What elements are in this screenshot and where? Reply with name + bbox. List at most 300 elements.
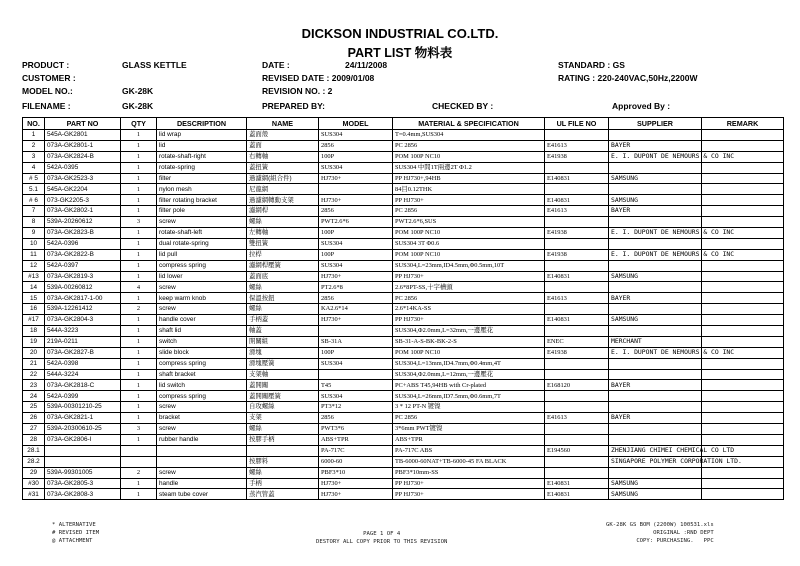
table-row — [23, 478, 784, 489]
cell-model: HJ730+ — [319, 489, 393, 500]
cell-no: # 5 — [23, 173, 45, 184]
table-row — [23, 151, 784, 162]
cell-ul-file-no — [545, 184, 609, 195]
cell-supplier — [609, 162, 702, 173]
cell-name: 蓋面 — [247, 140, 319, 151]
cell-part-no: 073A-GK2818-C — [45, 380, 121, 391]
cell-model: KA2.6*14 — [319, 304, 393, 315]
cell-model — [319, 326, 393, 337]
cell-ul-file-no: E41613 — [545, 140, 609, 151]
column-header-name: NAME — [247, 118, 319, 130]
cell-ul-file-no — [545, 162, 609, 173]
cell-qty: 1 — [121, 271, 157, 282]
cell-part-no: 544A-3224 — [45, 369, 121, 380]
cell-name: 右轉軸 — [247, 151, 319, 162]
cell-no: 21 — [23, 358, 45, 369]
cell-material: PP HJ730+ — [393, 478, 545, 489]
table-row — [23, 217, 784, 228]
cell-no: 9 — [23, 228, 45, 239]
cell-remark — [702, 336, 784, 347]
cell-part-no: 073A-GK2827-B — [45, 347, 121, 358]
cell-ul-file-no: E140831 — [545, 173, 609, 184]
cell-supplier — [609, 217, 702, 228]
cell-ul-file-no — [545, 456, 609, 467]
table-row — [23, 369, 784, 380]
cell-name: 濾網桿壓簧 — [247, 260, 319, 271]
cell-description: steam tube cover — [157, 489, 247, 500]
cell-part-no: 073A-GK2808-3 — [45, 489, 121, 500]
cell-material: SUS304,L=23mm,ID4.5mm,Φ0.5mm,10T — [393, 260, 545, 271]
checked-by: CHECKED BY : — [432, 101, 494, 111]
cell-name: 保溫按鈕 — [247, 293, 319, 304]
cell-part-no: 073A-GK2817-1-00 — [45, 293, 121, 304]
cell-no: 29 — [23, 467, 45, 478]
cell-name — [247, 445, 319, 456]
cell-qty: 1 — [121, 130, 157, 141]
cell-ul-file-no: E140831 — [545, 489, 609, 500]
cell-no: 8 — [23, 217, 45, 228]
cell-model: 6000-60 — [319, 456, 393, 467]
cell-description: lid wrap — [157, 130, 247, 141]
cell-description — [157, 456, 247, 467]
cell-model: 100P — [319, 151, 393, 162]
cell-part-no: 073-GK2205-3 — [45, 195, 121, 206]
cell-supplier — [609, 260, 702, 271]
cell-remark — [702, 293, 784, 304]
cell-description: filter rotating bracket — [157, 195, 247, 206]
cell-supplier: BAYER — [609, 140, 702, 151]
cell-qty: 3 — [121, 424, 157, 435]
cell-no: 24 — [23, 391, 45, 402]
cell-description: handle — [157, 478, 247, 489]
cell-material: SUS304 3T Φ0.6 — [393, 238, 545, 249]
cell-name: 拉桿 — [247, 249, 319, 260]
table-row — [23, 413, 784, 424]
cell-no: 14 — [23, 282, 45, 293]
cell-part-no: 544A-3223 — [45, 326, 121, 337]
cell-no: 3 — [23, 151, 45, 162]
cell-part-no: 073A-GK2805-3 — [45, 478, 121, 489]
cell-part-no: 539A-99301005 — [45, 467, 121, 478]
cell-ul-file-no: E41613 — [545, 206, 609, 217]
cell-name: 蓋面殼 — [247, 130, 319, 141]
cell-part-no: 539A-20300610-25 — [45, 424, 121, 435]
cell-ul-file-no: E194560 — [545, 445, 609, 456]
cell-description: nylon mesh — [157, 184, 247, 195]
cell-description: keep warm knob — [157, 293, 247, 304]
cell-remark — [702, 206, 784, 217]
cell-qty: 3 — [121, 217, 157, 228]
cell-supplier: E. I. DUPONT DE NEMOURS & CO INC — [609, 347, 702, 358]
table-row — [23, 380, 784, 391]
cell-no: 20 — [23, 347, 45, 358]
column-header-remark: REMARK — [702, 118, 784, 130]
cell-part-no: 073A-GK2821-1 — [45, 413, 121, 424]
cell-qty: 1 — [121, 489, 157, 500]
table-row — [23, 489, 784, 500]
cell-qty: 1 — [121, 369, 157, 380]
cell-description: screw — [157, 424, 247, 435]
cell-supplier — [609, 424, 702, 435]
cell-ul-file-no — [545, 467, 609, 478]
table-row — [23, 173, 784, 184]
cell-remark — [702, 315, 784, 326]
cell-supplier: SAMSUNG — [609, 173, 702, 184]
cell-part-no: 073A-GK2801-1 — [45, 140, 121, 151]
cell-no: 5.1 — [23, 184, 45, 195]
cell-material: PP HJ730+,94HB — [393, 173, 545, 184]
cell-name: 螺絲 — [247, 304, 319, 315]
cell-model: SUS304 — [319, 391, 393, 402]
cell-material: TB-6000-60NAT+TB-6000-45 FA BLACK — [393, 456, 545, 467]
cell-qty: 1 — [121, 413, 157, 424]
cell-part-no: 542A-0399 — [45, 391, 121, 402]
cell-no: 1 — [23, 130, 45, 141]
cell-model: SUS304 — [319, 238, 393, 249]
cell-qty: 1 — [121, 347, 157, 358]
cell-name: 螺絲 — [247, 282, 319, 293]
table-row — [23, 271, 784, 282]
cell-model: 2856 — [319, 206, 393, 217]
cell-ul-file-no: E140831 — [545, 271, 609, 282]
cell-material: PC+ABS T45,94HB with Cr-plated — [393, 380, 545, 391]
cell-ul-file-no: E168120 — [545, 380, 609, 391]
cell-supplier — [609, 282, 702, 293]
cell-remark — [702, 489, 784, 500]
cell-description: lid — [157, 140, 247, 151]
cell-qty — [121, 456, 157, 467]
cell-name: 雙扭簧 — [247, 238, 319, 249]
cell-model — [319, 184, 393, 195]
table-row — [23, 336, 784, 347]
product-label: PRODUCT : — [22, 60, 70, 70]
cell-remark — [702, 195, 784, 206]
cell-no: #30 — [23, 478, 45, 489]
cell-remark — [702, 282, 784, 293]
cell-ul-file-no — [545, 424, 609, 435]
cell-supplier — [609, 358, 702, 369]
footer-page-info: PAGE 1 OF 4 DESTORY ALL COPY PRIOR TO THIS REVISION — [316, 531, 448, 545]
table-row — [23, 445, 784, 456]
cell-name: 支架 — [247, 413, 319, 424]
cell-description: lid lower — [157, 271, 247, 282]
cell-description: rotate-spring — [157, 162, 247, 173]
cell-no: 2 — [23, 140, 45, 151]
column-header-qty: QTY — [121, 118, 157, 130]
cell-model: HJ730+ — [319, 195, 393, 206]
cell-ul-file-no: E41938 — [545, 249, 609, 260]
model-label: MODEL NO.: — [22, 86, 73, 96]
cell-part-no: 073A-GK2824-B — [45, 151, 121, 162]
cell-qty: 1 — [121, 173, 157, 184]
cell-description: shaft lid — [157, 326, 247, 337]
cell-ul-file-no: E140831 — [545, 478, 609, 489]
cell-name: 蓋扭簧 — [247, 162, 319, 173]
cell-remark — [702, 217, 784, 228]
cell-ul-file-no — [545, 217, 609, 228]
cell-qty: 1 — [121, 402, 157, 413]
cell-material: SUS304,Φ2.0mm,L=12mm,一邊壓花 — [393, 369, 545, 380]
cell-remark — [702, 184, 784, 195]
cell-material: POM 100P NC10 — [393, 228, 545, 239]
cell-part-no — [45, 456, 121, 467]
cell-supplier — [609, 402, 702, 413]
cell-material: ABS+TPR — [393, 434, 545, 445]
cell-no: #17 — [23, 315, 45, 326]
table-row — [23, 282, 784, 293]
table-header-row — [23, 118, 784, 130]
cell-ul-file-no — [545, 326, 609, 337]
cell-qty: 1 — [121, 162, 157, 173]
cell-name: 左轉軸 — [247, 228, 319, 239]
cell-name: 開關組 — [247, 336, 319, 347]
cell-part-no: 073A-GK2806-I — [45, 434, 121, 445]
table-row — [23, 391, 784, 402]
cell-no: 15 — [23, 293, 45, 304]
cell-part-no: 539A-20260612 — [45, 217, 121, 228]
footer-file-info: GK-28K GS BOM (2200W) 100531.xls ORIGINAL :RND DEPT COPY: PURCHASING. PPC — [606, 522, 714, 544]
cell-qty: 1 — [121, 391, 157, 402]
cell-part-no: 073A-GK2819-3 — [45, 271, 121, 282]
cell-no: 26 — [23, 413, 45, 424]
column-header-material: MATERIAL & SPECIFICATION — [393, 118, 545, 130]
cell-description: handle cover — [157, 315, 247, 326]
cell-model: T45 — [319, 380, 393, 391]
cell-supplier — [609, 130, 702, 141]
revised-date: REVISED DATE : 2009/01/08 — [262, 73, 375, 83]
cell-qty — [121, 445, 157, 456]
cell-remark — [702, 413, 784, 424]
cell-ul-file-no: E41938 — [545, 151, 609, 162]
cell-remark — [702, 304, 784, 315]
cell-description: screw — [157, 467, 247, 478]
cell-supplier: SAMSUNG — [609, 489, 702, 500]
cell-no: 11 — [23, 249, 45, 260]
cell-ul-file-no — [545, 238, 609, 249]
table-row — [23, 304, 784, 315]
cell-name: 支架軸 — [247, 369, 319, 380]
cell-part-no: 545A-GK2801 — [45, 130, 121, 141]
cell-name: 螺絲 — [247, 467, 319, 478]
column-header-no: NO. — [23, 118, 45, 130]
cell-material: PBF3*10mm-SS — [393, 467, 545, 478]
product-value: GLASS KETTLE — [122, 60, 187, 70]
part-list-table — [22, 117, 784, 500]
cell-description: rotate-shaft-left — [157, 228, 247, 239]
cell-model: 100P — [319, 228, 393, 239]
cell-model: 100P — [319, 249, 393, 260]
cell-part-no: 073A-GK2523-3 — [45, 173, 121, 184]
cell-material: PC 2856 — [393, 140, 545, 151]
cell-model: SB-31A — [319, 336, 393, 347]
table-row — [23, 249, 784, 260]
table-row — [23, 228, 784, 239]
table-row — [23, 206, 784, 217]
cell-no: #13 — [23, 271, 45, 282]
column-header-description: DESCRIPTION — [157, 118, 247, 130]
cell-model: HJ730+ — [319, 478, 393, 489]
cell-remark — [702, 358, 784, 369]
cell-description: screw — [157, 217, 247, 228]
cell-model: PBF3*10 — [319, 467, 393, 478]
cell-material: SUS304,L=13mm,ID4.7mm,Φ0.4mm,4T — [393, 358, 545, 369]
cell-material: SB-31-A-S-BK-BK-2-S — [393, 336, 545, 347]
table-row — [23, 326, 784, 337]
cell-description: bracket — [157, 413, 247, 424]
cell-description: filter — [157, 173, 247, 184]
table-row — [23, 467, 784, 478]
column-header-ul-file-no: UL FILE NO — [545, 118, 609, 130]
approved-by: Approved By : — [612, 101, 671, 111]
cell-no: 4 — [23, 162, 45, 173]
cell-model: HJ730+ — [319, 271, 393, 282]
cell-part-no: 073A-GK2823-B — [45, 228, 121, 239]
cell-name: 滑塊壓簧 — [247, 358, 319, 369]
customer-label: CUSTOMER : — [22, 73, 76, 83]
cell-description: rubber handle — [157, 434, 247, 445]
cell-material: PC 2856 — [393, 293, 545, 304]
cell-name: 尼龍網 — [247, 184, 319, 195]
cell-no: 10 — [23, 238, 45, 249]
cell-qty: 1 — [121, 293, 157, 304]
cell-no: # 6 — [23, 195, 45, 206]
cell-ul-file-no: E140831 — [545, 195, 609, 206]
cell-supplier: E. I. DUPONT DE NEMOURS & CO INC — [609, 249, 702, 260]
cell-supplier: ZHENJIANG CHIMEI CHEMICAL CO LTD — [609, 445, 702, 456]
cell-part-no: 073A-GK2802-1 — [45, 206, 121, 217]
cell-material: PA-717C ABS — [393, 445, 545, 456]
cell-name: 蒸汽管蓋 — [247, 489, 319, 500]
table-row — [23, 260, 784, 271]
date-value: 24/11/2008 — [345, 60, 388, 70]
cell-part-no: 073A-GK2822-B — [45, 249, 121, 260]
table-row — [23, 195, 784, 206]
cell-supplier: SAMSUNG — [609, 315, 702, 326]
cell-no: 23 — [23, 380, 45, 391]
cell-model: PT3*12 — [319, 402, 393, 413]
cell-remark — [702, 369, 784, 380]
cell-supplier — [609, 304, 702, 315]
table-row — [23, 434, 784, 445]
cell-description: screw — [157, 402, 247, 413]
cell-supplier: SINGAPORE POLYMER CORPORATION LTD. — [609, 456, 702, 467]
cell-name: 按膠料 — [247, 456, 319, 467]
cell-remark — [702, 424, 784, 435]
cell-ul-file-no: E41613 — [545, 293, 609, 304]
cell-model: SUS304 — [319, 162, 393, 173]
cell-no: 19 — [23, 336, 45, 347]
cell-remark — [702, 130, 784, 141]
cell-name: 滑塊 — [247, 347, 319, 358]
cell-qty: 1 — [121, 260, 157, 271]
cell-qty: 4 — [121, 282, 157, 293]
cell-qty: 1 — [121, 195, 157, 206]
cell-material: 2.6*14KA-SS — [393, 304, 545, 315]
cell-material: 84目0.12THK — [393, 184, 545, 195]
cell-remark — [702, 271, 784, 282]
cell-description — [157, 445, 247, 456]
cell-model — [319, 369, 393, 380]
cell-remark — [702, 260, 784, 271]
cell-part-no: 542A-0396 — [45, 238, 121, 249]
cell-material: 3 * 12 PT-N 镀镍 — [393, 402, 545, 413]
column-header-supplier: SUPPLIER — [609, 118, 702, 130]
table-row — [23, 456, 784, 467]
cell-name: 手柄 — [247, 478, 319, 489]
cell-qty: 1 — [121, 326, 157, 337]
cell-ul-file-no: E140831 — [545, 315, 609, 326]
cell-material: 2.6*8PT-SS,十字槽頭 — [393, 282, 545, 293]
cell-description: screw — [157, 282, 247, 293]
cell-remark — [702, 478, 784, 489]
cell-model: HJ730+ — [319, 315, 393, 326]
cell-name: 蓋面底 — [247, 271, 319, 282]
cell-name: 蓋開關 — [247, 380, 319, 391]
cell-supplier — [609, 369, 702, 380]
cell-part-no — [45, 445, 121, 456]
cell-description: compress spring — [157, 260, 247, 271]
cell-ul-file-no: E41613 — [545, 413, 609, 424]
cell-supplier: BAYER — [609, 413, 702, 424]
cell-part-no: 542A-0395 — [45, 162, 121, 173]
cell-material: SUS304,Φ2.0mm,L=32mm,一邊壓花 — [393, 326, 545, 337]
cell-qty: 1 — [121, 238, 157, 249]
table-row — [23, 293, 784, 304]
cell-name: 過濾網轉動支架 — [247, 195, 319, 206]
company-name: DICKSON INDUSTRIAL CO.LTD. — [301, 26, 499, 41]
cell-qty: 1 — [121, 151, 157, 162]
cell-ul-file-no — [545, 369, 609, 380]
cell-model: SUS304 — [319, 130, 393, 141]
cell-supplier: SAMSUNG — [609, 195, 702, 206]
cell-ul-file-no — [545, 282, 609, 293]
cell-ul-file-no — [545, 260, 609, 271]
cell-no: 22 — [23, 369, 45, 380]
column-header-part-no: PART NO — [45, 118, 121, 130]
cell-model: SUS304 — [319, 260, 393, 271]
cell-ul-file-no — [545, 391, 609, 402]
cell-part-no: 542A-0397 — [45, 260, 121, 271]
cell-model: HJ730+ — [319, 173, 393, 184]
cell-remark — [702, 173, 784, 184]
cell-material: POM 100P NC10 — [393, 249, 545, 260]
cell-remark — [702, 434, 784, 445]
column-header-model: MODEL — [319, 118, 393, 130]
filename-label: FILENAME : — [22, 101, 71, 111]
cell-part-no: 539A-00260812 — [45, 282, 121, 293]
cell-model: SUS304 — [319, 358, 393, 369]
cell-ul-file-no: ENEC — [545, 336, 609, 347]
cell-description: switch — [157, 336, 247, 347]
cell-remark — [702, 326, 784, 337]
table-row — [23, 424, 784, 435]
cell-supplier: BAYER — [609, 206, 702, 217]
cell-part-no: 539A-12261412 — [45, 304, 121, 315]
cell-part-no: 219A-0211 — [45, 336, 121, 347]
cell-ul-file-no — [545, 358, 609, 369]
cell-description: lid switch — [157, 380, 247, 391]
cell-description: dual rotate-spring — [157, 238, 247, 249]
table-row — [23, 184, 784, 195]
cell-supplier — [609, 434, 702, 445]
cell-qty: 1 — [121, 140, 157, 151]
document-title: PART LIST 物料表 — [347, 46, 453, 60]
cell-qty: 1 — [121, 336, 157, 347]
cell-supplier: BAYER — [609, 293, 702, 304]
cell-ul-file-no — [545, 130, 609, 141]
cell-material: POM 100P NC10 — [393, 347, 545, 358]
cell-material: SUS304,L=26mm,ID7.5mm,Φ0.6mm,7T — [393, 391, 545, 402]
